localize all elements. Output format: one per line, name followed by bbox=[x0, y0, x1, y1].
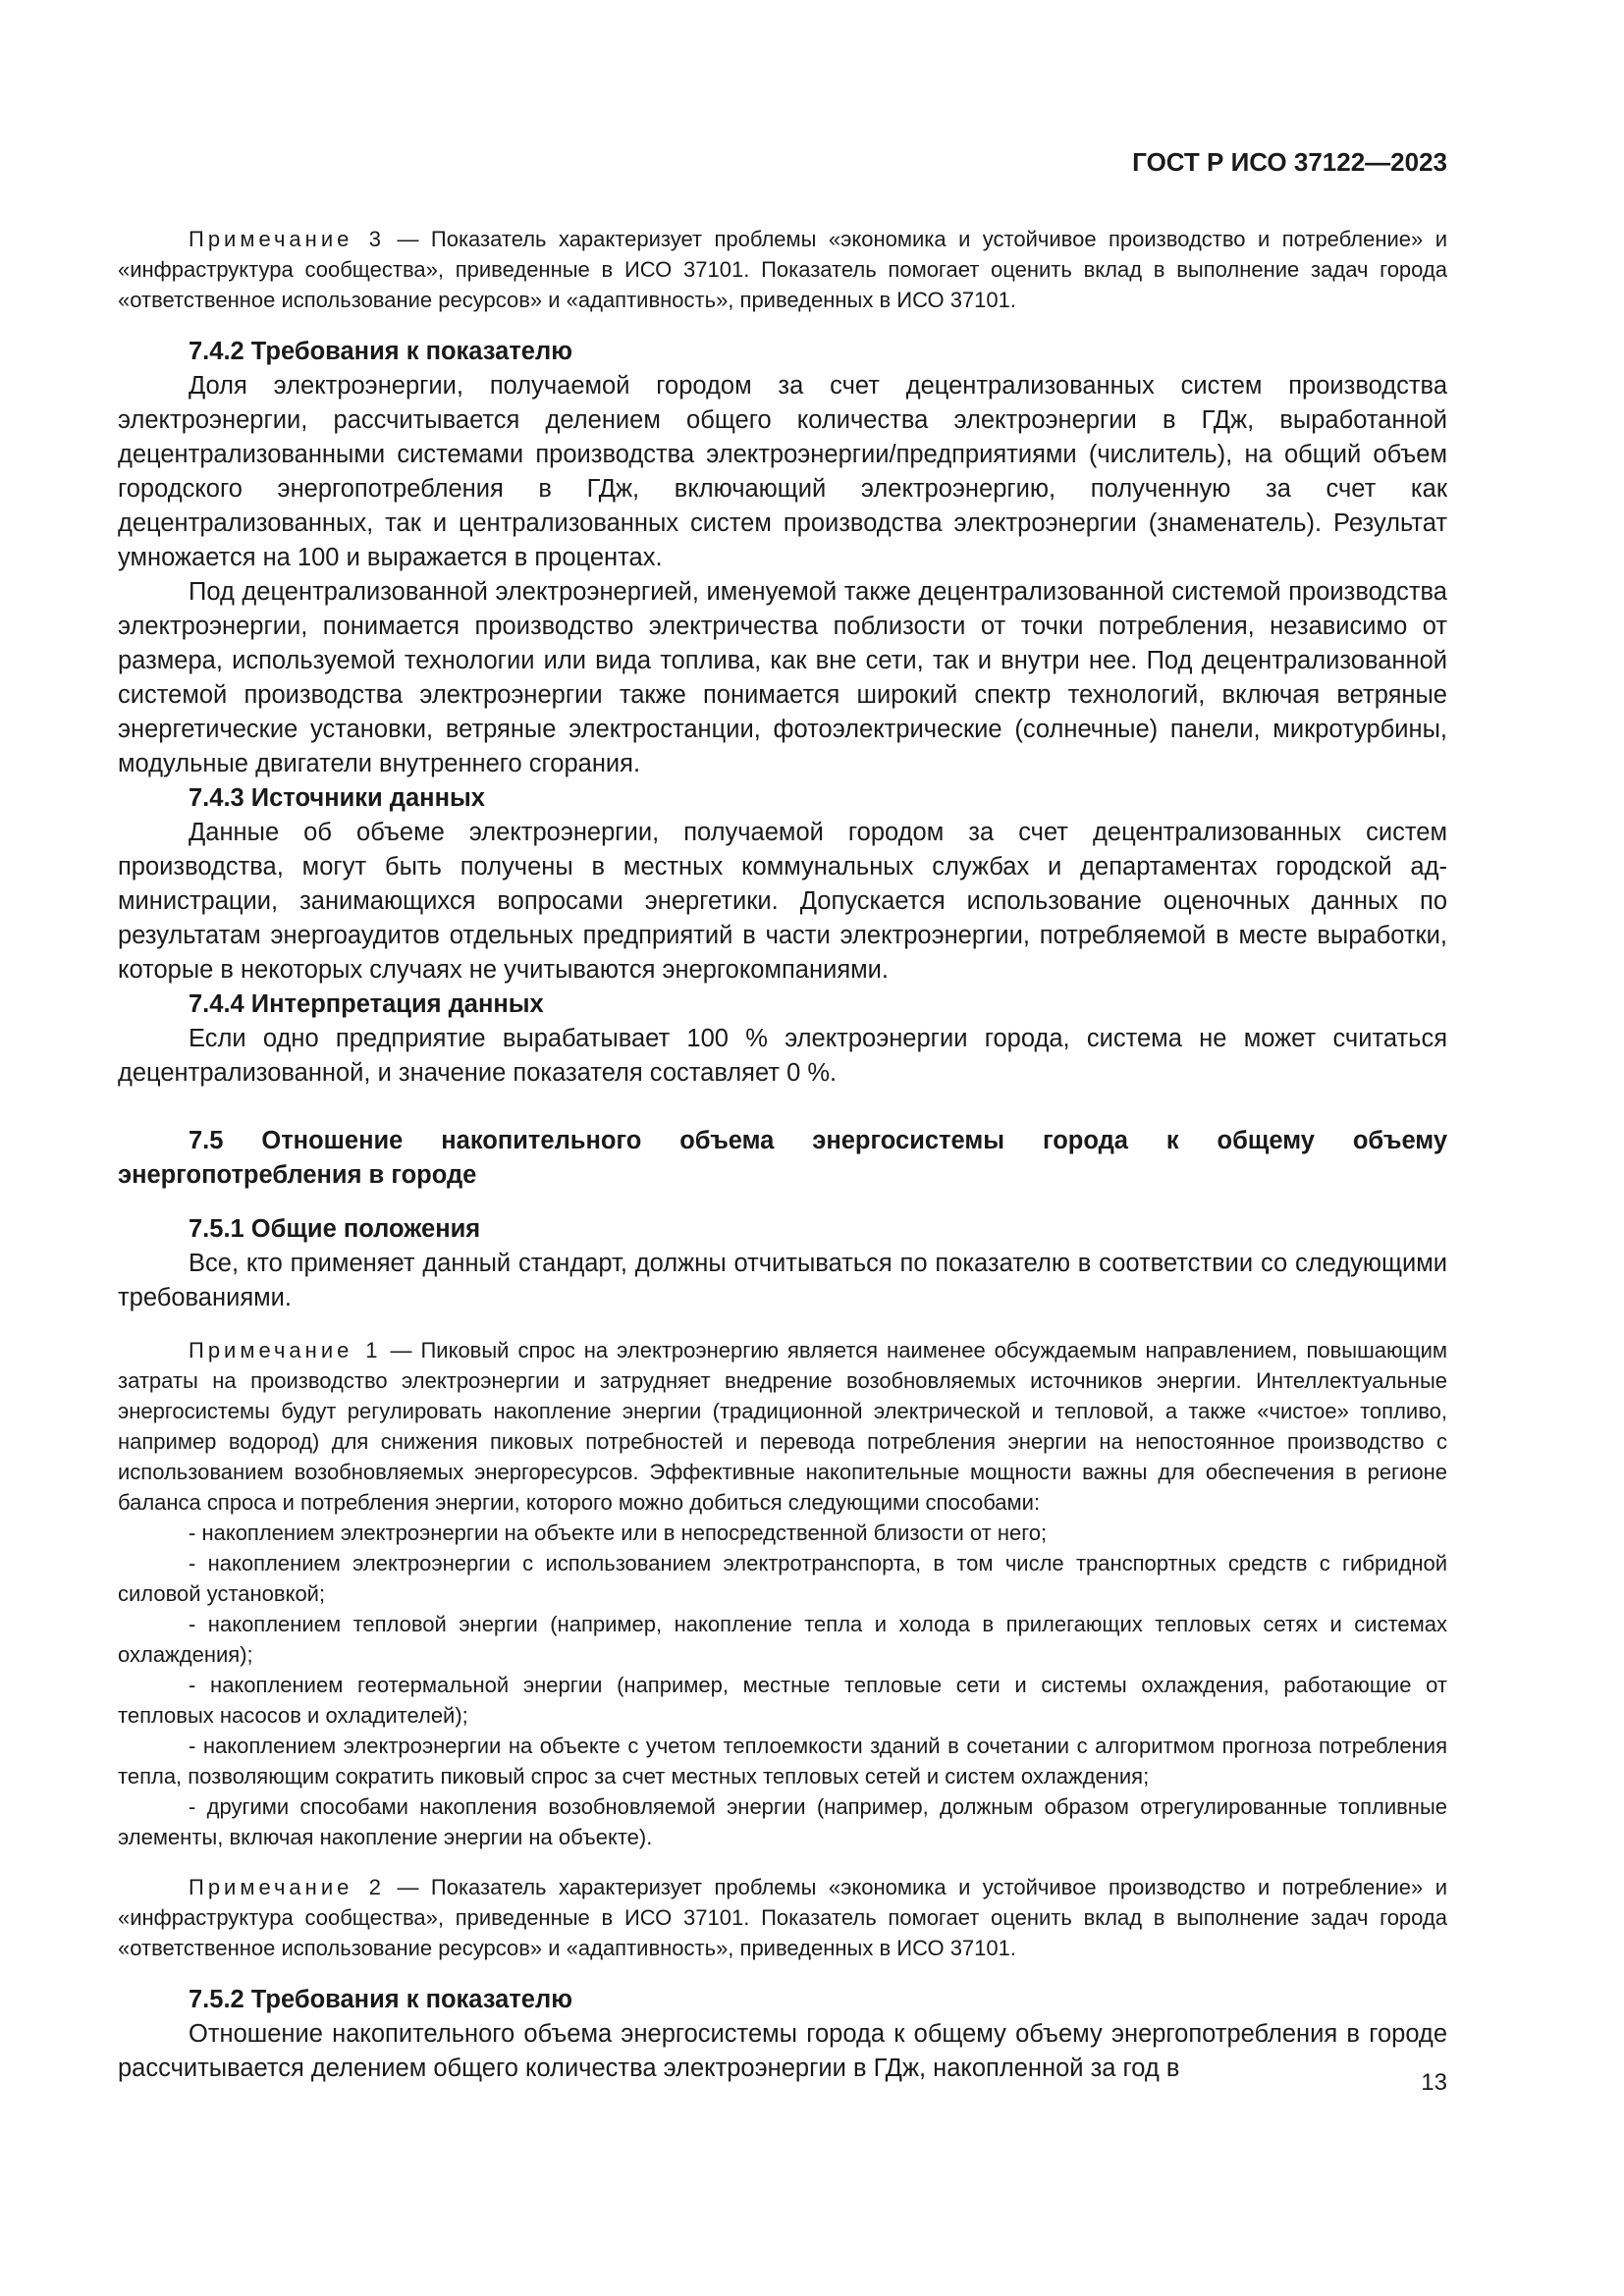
page-number: 13 bbox=[1421, 2069, 1447, 2096]
paragraph: Если одно предприятие вырабатывает 100 % электроэнергии города, система не может считаться децентрализованной, и значение показателя составляет 0 %. bbox=[118, 1025, 1447, 1087]
note-1 bbox=[118, 1335, 1447, 1518]
note-2 bbox=[118, 1872, 1447, 1963]
paragraph: Доля электроэнергии, получаемой городом за счет децентрализованных систем производства электроэнергии, рассчитывается делением общего количества электроэнергии в ГДж, выработанной децентрализованными системами производства электроэнергии/предприятиями (числитель), на общий объем городского энергопотребления в ГДж, включающий электроэнергию, полученную за счет как децентрализованных, так и централизованных систем производства электроэнергии (знаменатель). Результат умножается на 100 и выражается в процентах. bbox=[118, 372, 1447, 571]
paragraph: Под децентрализованной электроэнергией, именуемой также децентрализованной системой производства электроэнергии, понимается производство электричества поблизости от точки потребления, независимо от размера, используемой технологии или вида топлива, как вне сети, так и внутри нее. Под децентрализованной системой производства электроэнергии также понимается широкий спектр технологий, включая ветряные энергетические установки, ветряные электростанции, фотоэлектрические (солнечные) панели, микротурбины, модульные двигатели внутреннего сгорания. bbox=[118, 578, 1447, 777]
heading-7-5-1: 7.5.1 Общие положения bbox=[189, 1215, 481, 1243]
heading-7-5: 7.5 Отношение накопительного объема энергосистемы города к общему объему энергопотребления в городе bbox=[118, 1127, 1447, 1189]
heading-7-4-4: 7.4.4 Интерпретация данных bbox=[189, 990, 544, 1018]
note-3 bbox=[118, 224, 1447, 315]
paragraph: Все, кто применяет данный стандарт, должны отчитываться по показателю в соответствии со следующими требованиями. bbox=[118, 1250, 1447, 1311]
list-item: - накоплением тепловой энергии (например, накопление тепла и холода в прилегающих тепловых сетях и системах охлаждения); bbox=[118, 1612, 1447, 1667]
document-page bbox=[118, 0, 1447, 2296]
note-label: Примечание 2 bbox=[189, 1875, 386, 1899]
document-id-header: ГОСТ Р ИСО 37122—2023 bbox=[1132, 147, 1447, 177]
note-text: — Показатель характеризует проблемы «экономика и устойчивое производство и потребление» и «инфраструктура сообщества», приведенные в ИСО 37101. Показатель помогает оценить вклад в выполнение задач города «ответственное использование ресурсов» и «адаптивность», приведенных в ИСО 37101. bbox=[118, 227, 1447, 312]
heading-7-5-2: 7.5.2 Требования к показателю bbox=[189, 1986, 572, 2013]
page-content bbox=[118, 224, 1447, 2086]
list-item: - другими способами накопления возобновляемой энергии (например, должным образом отрегулированные топливные элементы, включая накопление энергии на объекте). bbox=[118, 1794, 1447, 1849]
note-label: Примечание 3 bbox=[189, 227, 386, 251]
list-item: - накоплением геотермальной энергии (например, местные тепловые сети и системы охлаждения, работающие от тепловых насосов и охладителей); bbox=[118, 1673, 1447, 1728]
note-label: Примечание 1 bbox=[189, 1338, 382, 1362]
paragraph: Отношение накопительного объема энергосистемы города к общему объему энергопотребления в городе рассчитывается делением общего количества электроэнергии в ГДж, накопленной за год в bbox=[118, 2020, 1447, 2082]
heading-7-4-2: 7.4.2 Требования к показателю bbox=[189, 338, 572, 365]
heading-7-4-3: 7.4.3 Источники данных bbox=[189, 784, 485, 812]
list-item: - накоплением электроэнергии с использованием электротранспорта, в том числе транспортных средств с гибридной силовой установкой; bbox=[118, 1551, 1447, 1606]
note-text: — Показатель характеризует проблемы «экономика и устойчивое производство и потребление» и «инфраструктура сообщества», приведенные в ИСО 37101. Показатель помогает оценить вклад в выполнение задач города «ответственное использование ресурсов» и «адаптивность», приведенных в ИСО 37101. bbox=[118, 1875, 1447, 1960]
list-item: - накоплением электроэнергии на объекте с учетом теплоемкости зданий в сочетании с алгоритмом прогноза потребления тепла, позволяющим сократить пиковый спрос за счет местных тепловых сетей и систем охлаждения; bbox=[118, 1734, 1447, 1789]
list-item: - накоплением электроэнергии на объекте или в непосредственной близости от него; bbox=[189, 1521, 1048, 1545]
note-text: — Пиковый спрос на электроэнергию является наименее обсуждаемым направлением, повышающим затраты на производство электроэнергии и затрудняет внедрение возобновляемых источников энергии. Интеллектуальные энергосистемы будут регулировать накопление энергии (традиционной электрической и тепловой, а также «чистое» топливо, например водород) для снижения пиковых потребностей и перевода потребления энергии на непостоянное производство с использованием возобновляемых энергоресурсов. Эффективные накопительные мощности важны для обеспечения в регионе баланса спроса и потребления энергии, которого можно добиться следующими способами: bbox=[118, 1338, 1448, 1515]
paragraph: Данные об объеме электроэнергии, получаемой городом за счет децентрализованных систем производства, могут быть получены в местных коммунальных службах и департаментах городской администрации, занимающихся вопросами энергетики. Допускается использование оценочных данных по результатам энергоаудитов отдельных предприятий в части электроэнергии, потребляемой в месте выработки, которые в некоторых случаях не учитываются энергокомпаниями. bbox=[118, 819, 1447, 984]
